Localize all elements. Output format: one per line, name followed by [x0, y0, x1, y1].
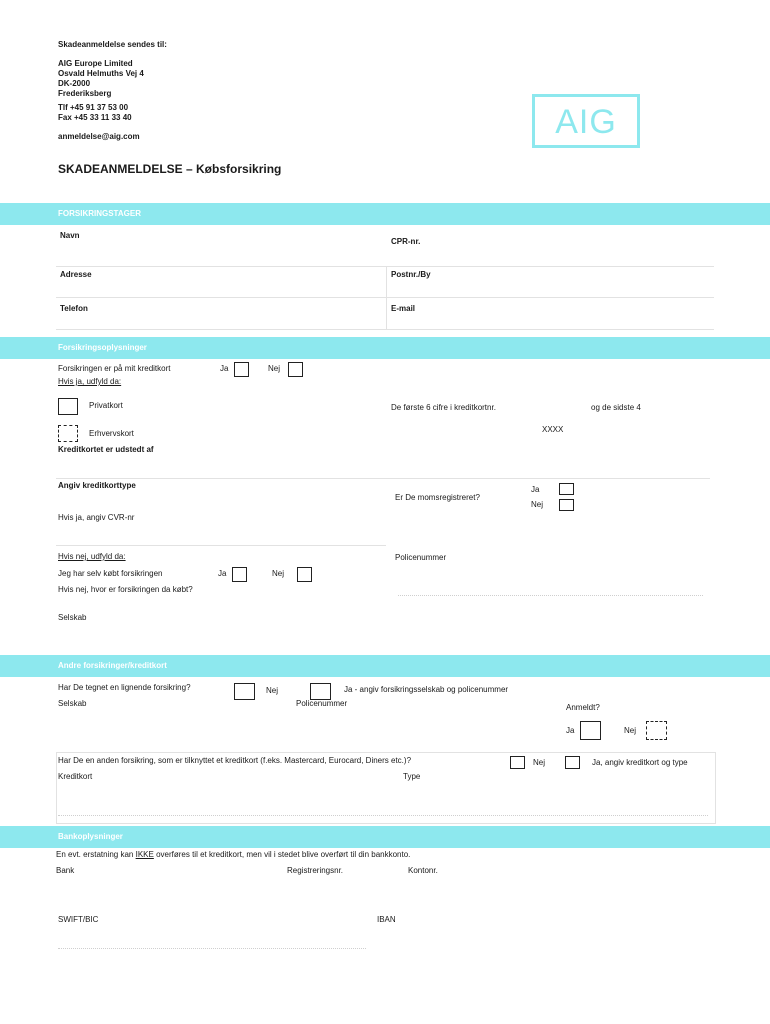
anmeldt-ja-label: Ja	[566, 726, 575, 735]
adresse-label: Adresse	[60, 270, 92, 279]
card-question-2: Har De en anden forsikring, som er tilknyttet et kreditkort (f.eks. Mastercard, Eurocard, Diners etc.)?	[58, 756, 412, 765]
bank-note-pre: En evt. erstatning kan	[56, 850, 136, 859]
policenummer-line	[398, 595, 703, 596]
ja-label: Ja	[220, 364, 229, 373]
vat-question: Er De momsregistreret?	[395, 493, 480, 502]
similar-box-1[interactable]	[234, 683, 255, 700]
policenummer-label: Policenummer	[395, 553, 447, 562]
anmeldt-nej-label: Nej	[624, 726, 637, 735]
divider	[56, 545, 386, 546]
section-title: Bankoplysninger	[58, 832, 123, 841]
divider	[56, 329, 714, 330]
anmeldt-nej-checkbox[interactable]	[646, 721, 667, 740]
telefon-label: Telefon	[60, 304, 88, 313]
self-nej-checkbox[interactable]	[297, 567, 312, 582]
first6-label: De første 6 cifre i kreditkortnr.	[391, 403, 496, 412]
bank-note	[56, 851, 410, 859]
section-band-andre	[0, 655, 770, 677]
section-title: FORSIKRINGSTAGER	[58, 209, 141, 218]
card-ja-checkbox[interactable]	[565, 756, 580, 769]
sender-fax: Fax +45 33 11 33 40	[58, 113, 132, 122]
erhvervskort-label: Erhvervskort	[89, 429, 134, 438]
self-ja-checkbox[interactable]	[232, 567, 247, 582]
where-bought-label: Hvis nej, hvor er forsikringen da købt?	[58, 585, 193, 594]
similar-box-2[interactable]	[310, 683, 331, 700]
divider	[56, 297, 714, 298]
sender-line: Osvald Helmuths Vej 4	[58, 69, 144, 78]
sender-line: AIG Europe Limited	[58, 59, 133, 68]
section-band-bank	[0, 826, 770, 848]
divider	[56, 266, 714, 267]
email-label: E-mail	[391, 304, 416, 313]
sender-heading: Skadeanmeldelse sendes til:	[58, 40, 167, 49]
swift-line	[58, 948, 366, 949]
anmeldt-ja-checkbox[interactable]	[580, 721, 601, 740]
postnr-label: Postnr./By	[391, 270, 431, 279]
selskab-label: Selskab	[58, 613, 87, 622]
section-title: Andre forsikringer/kreditkort	[58, 661, 167, 670]
xxxx-label: XXXX	[542, 425, 564, 434]
reg-label: Registreringsnr.	[287, 866, 344, 875]
section-title: Forsikringsoplysninger	[58, 343, 147, 352]
privatkort-label: Privatkort	[89, 401, 123, 410]
ja-checkbox[interactable]	[234, 362, 249, 377]
vat-ja-label: Ja	[531, 485, 540, 494]
vat-nej-checkbox[interactable]	[559, 499, 574, 511]
similar-ja-label: Ja - angiv forsikringsselskab og policenummer	[344, 685, 509, 694]
card-ja-label: Ja, angiv kreditkort og type	[592, 758, 688, 767]
privatkort-checkbox[interactable]	[58, 398, 78, 415]
anmeldt-label: Anmeldt?	[566, 703, 600, 712]
swift-label: SWIFT/BIC	[58, 915, 99, 924]
sender-email: anmeldelse@aig.com	[58, 132, 140, 141]
sender-line: Frederiksberg	[58, 89, 112, 98]
other-selskab-label: Selskab	[58, 699, 87, 708]
card-type-label: Angiv kreditkorttype	[58, 481, 136, 490]
page-title: SKADEANMELDELSE – Købsforsikring	[58, 162, 282, 176]
erhvervskort-checkbox[interactable]	[58, 425, 78, 442]
divider	[56, 478, 710, 479]
bank-label: Bank	[56, 866, 75, 875]
card-line	[58, 815, 708, 816]
similar-nej-label: Nej	[266, 686, 279, 695]
sender-line: DK-2000	[58, 79, 91, 88]
type-label: Type	[403, 772, 421, 781]
vat-ja-checkbox[interactable]	[559, 483, 574, 495]
similar-question: Har De tegnet en lignende forsikring?	[58, 683, 191, 692]
card-question: Forsikringen er på mit kreditkort	[58, 364, 171, 373]
konto-label: Kontonr.	[408, 866, 438, 875]
self-bought-label: Jeg har selv købt forsikringen	[58, 569, 163, 578]
cvr-label: Hvis ja, angiv CVR-nr	[58, 513, 135, 522]
divider	[386, 266, 387, 330]
cpr-label: CPR-nr.	[391, 237, 421, 246]
vat-nej-label: Nej	[531, 500, 544, 509]
sender-phone: Tlf +45 91 37 53 00	[58, 103, 129, 112]
hvis-ja-label: Hvis ja, udfyld da:	[58, 377, 122, 386]
kreditkort-label: Kreditkort	[58, 772, 93, 781]
other-policenummer-label: Policenummer	[296, 699, 348, 708]
self-nej-label: Nej	[272, 569, 285, 578]
self-ja-label: Ja	[218, 569, 227, 578]
navn-label: Navn	[60, 231, 80, 240]
section-band-forsikringstager	[0, 203, 770, 225]
bank-note-emphasis: IKKE	[135, 850, 154, 859]
nej-checkbox[interactable]	[288, 362, 303, 377]
nej-label: Nej	[268, 364, 281, 373]
hvis-nej-label: Hvis nej, udfyld da:	[58, 552, 126, 561]
bank-note-post: overføres til et kreditkort, men vil i stedet blive overført til din bankkonto.	[153, 850, 411, 859]
aig-logo-text: AIG	[555, 103, 617, 141]
section-band-forsikringsoplysninger	[0, 337, 770, 359]
aig-logo	[532, 94, 640, 148]
iban-label: IBAN	[377, 915, 396, 924]
issued-by-label: Kreditkortet er udstedt af	[58, 445, 154, 454]
card-nej-checkbox[interactable]	[510, 756, 525, 769]
last4-label: og de sidste 4	[591, 403, 641, 412]
card-nej-label: Nej	[533, 758, 546, 767]
